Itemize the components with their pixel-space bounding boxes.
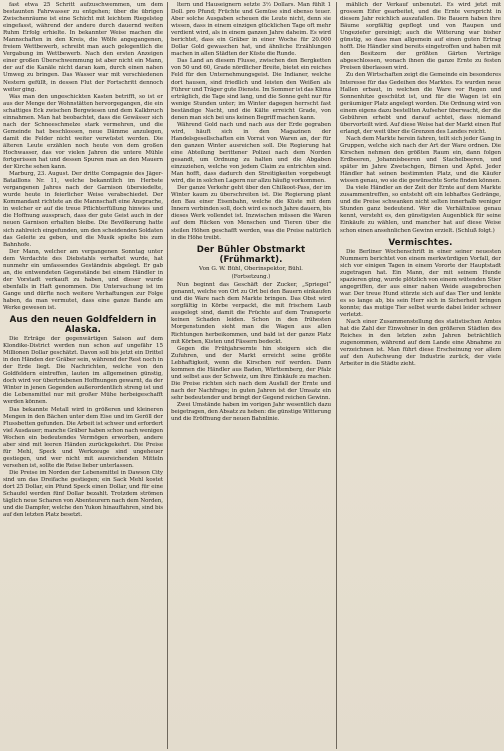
article-continuation-note: (Fortsetzung.)	[231, 273, 271, 280]
article-paragraph: Was man den ungeschickten Kasten betrifft, so ist er aus der Menge der Wohnstätten hervorgegangen, die ein schattiges Eck zwischen Bergwiesen und dem Kalkbruch einnahmen. Man hat beobachtet, dass die Gewässer sich nach der Schneeschmelze stark vermehren, und die Gemeinde hat beschlossen, neue Dämme anzulegen, damit die Felder nicht weiter verwüstet werden. Die älteren Leute erzählen noch heute von dem großen Hochwasser, das vor vielen Jahren die untere Mühle fortgerissen hat und dessen Spuren man an den Mauern der Kirche sehen kann.	[3, 93, 163, 171]
column-right	[340, 2, 501, 749]
column-left	[3, 2, 163, 749]
column-rule	[336, 2, 337, 749]
article-paragraph: Nach einer Zusammenstellung des statistischen Amtes hat die Zahl der Einwohner in den größeren Städten des Reiches in den letzten zehn Jahren beträchtlich zugenommen, während auf dem Lande eine Abnahme zu verzeichnen ist. Man führt diese Erscheinung vor allem auf den Aufschwung der Industrie zurück, der viele Arbeiter in die Städte zieht.	[340, 319, 501, 368]
column-middle	[171, 2, 331, 749]
article-paragraph: Gegen die Frühjahrsernte hin steigern sich die Zufuhren, und der Markt erreicht seine größte Lebhaftigkeit, wenn die Kirschen reif werden. Dann kommen die Händler aus Baden, Württemberg, der Pfalz und selbst aus der Schweiz, um ihre Einkäufe zu machen. Die Preise richten sich nach dem Ausfall der Ernte und nach der Nachfrage; in guten Jahren ist der Umsatz ein sehr bedeutender und bringt der Gegend reichen Gewinn.	[171, 345, 331, 401]
article-paragraph: Der ganze Verkehr geht über den Chilkoot-Pass, der im Winter kaum zu überschreiten ist. Die Regierung plant den Bau einer Eisenbahn, welche die Küste mit dem Innern verbinden soll, doch wird es noch Jahre dauern, bis dieses Werk vollendet ist. Inzwischen müssen die Waren auf dem Rücken von Menschen und Tieren über die steilen Höhen geschafft werden, was die Preise natürlich in die Höhe treibt.	[171, 185, 331, 241]
article-paragraph: Zu den Wirtschaften zeigt die Gemeinde ein besonderes Interesse für das Gedeihen des Marktes. Es wurden neue Hallen erbaut, in welchen die Ware vor Regen und Sonnenhitze geschützt ist, und für die Wagen ist ein geräumiger Platz angelegt worden. Die Ordnung wird von einem eigens dazu bestellten Aufseher überwacht, der die Gebühren erhebt und darauf achtet, dass niemand übervorteilt wird. Auf diese Weise hat der Markt einen Ruf erlangt, der weit über die Grenzen des Landes reicht.	[340, 72, 501, 135]
section-headline: Aus den neuen Goldfeldern in Alaska.	[9, 315, 157, 336]
article-paragraph: Nach dem Markte herein fahren, teilt sich jeder Gang in Gruppen, welche sich nach der Art der Ware ordnen. Die Kirschen nehmen den größten Raum ein, dann folgen Erdbeeren, Johannisbeeren und Stachelbeeren, und später im Jahre Zwetschgen, Birnen und Äpfel. Jeder Händler hat seinen bestimmten Platz, und die Käufer wissen genau, wo sie die gewünschte Sorte finden können.	[340, 135, 501, 185]
article-paragraph: Das bekannte Metall wird in größeren und kleineren Mengen in den Bächen unter dem Eise und im Geröll der Flussbetten gefunden. Die Arbeit ist schwer und erfordert viel Ausdauer; manche Gräber haben schon nach wenigen Wochen ein bedeutendes Vermögen erworben, andere aber sind mit leeren Händen zurückgekehrt. Die Preise für Mehl, Speck und Werkzeuge sind ungeheuer gestiegen, und wer nicht mit ausreichenden Mitteln versehen ist, sollte die Reise lieber unterlassen.	[3, 406, 163, 469]
article-paragraph: Die Erträge der gegenwärtigen Saison auf dem Klondike-District werden nun schon auf ungefähr 15 Millionen Dollar geschätzt. Davon soll bis jetzt ein Drittel in den Händen der Gräber sein, während der Rest noch in der Erde liegt. Die Nachrichten, welche von den Goldfeldern eintreffen, lauten im allgemeinen günstig, doch wird vor übertriebenen Hoffnungen gewarnt, da der Winter in jenen Gegenden außerordentlich streng ist und die Lebensmittel nur mit großer Mühe herbeigeschafft werden können.	[3, 336, 163, 406]
article-paragraph: Während Gold nach und nach aus der Erde gegraben wird, häuft sich in den Magazinen der Handelsgesellschaften ein Vorrat von Waren an, der für den ganzen Winter ausreichen soll. Die Regierung hat eine Abteilung berittener Polizei nach dem Norden gesandt, um Ordnung zu halten und die Abgaben einzuziehen, welche von jedem Claim zu entrichten sind. Man hofft, dass dadurch den Streitigkeiten vorgebeugt wird, die in solchen Lagern nur allzu häufig vorkommen.	[171, 121, 331, 185]
article-paragraph: Da viele Händler an der Zeit der Ernte auf dem Markte zusammentreffen, so entsteht oft ein lebhaftes Gedränge, und die Preise schwanken nicht selten innerhalb weniger Stunden ganz bedeutend. Wer die Verhältnisse genau kennt, versteht es, den günstigsten Augenblick für seine Einkäufe zu wählen, und mancher hat auf diese Weise schon einen ansehnlichen Gewinn erzielt. (Schluß folgt.)	[340, 185, 501, 234]
column-rule	[167, 2, 168, 749]
article-paragraph: Zwei Umstände haben im vorigen Jahr wesentlich dazu beigetragen, den Absatz zu heben: die günstige Witterung und die Eröffnung der neuen Bahnlinie.	[171, 401, 331, 423]
section-headline: Vermischtes.	[388, 237, 453, 248]
article-paragraph: Marburg, 23. August. Der dritte Compagnie des Jäger-Bataillons Nr. 11, welche bekanntlich im Herbste vergangenen Jahres nach der Garnison übersiedelte, wurde heute in feierlicher Weise verabschiedet. Der Kommandant richtete an die Mannschaft eine Ansprache, in welcher er auf die treue Pflichterfüllung hinwies und die Hoffnung aussprach, dass der gute Geist auch in der neuen Garnison erhalten bleibe. Die Bevölkerung hatte sich zahlreich eingefunden, um den scheidenden Soldaten das Geleite zu geben, und die Musik spielte bis zum Bahnhofe.	[3, 171, 163, 248]
article-paragraph: Die Berliner Wochenschrift in einer seiner neuesten Nummern berichtet von einem merkwürdigen Vorfall, der sich vor einigen Tagen in einem Vororte der Hauptstadt zugetragen hat. Ein Mann, der mit seinem Hunde spazieren ging, wurde plötzlich von einem wütenden Stier angegriffen, der aus einer nahen Weide ausgebrochen war. Der treue Hund stürzte sich auf das Tier und lenkte es so lange ab, bis sein Herr sich in Sicherheit bringen konnte; das mutige Tier selbst wurde dabei leider schwer verletzt.	[340, 248, 501, 318]
article-byline: Von G. W. Bühl, Oberinspektor, Bühl.	[199, 265, 303, 272]
article-paragraph: Nun beginnt das Geschäft der Zucker, „Spriegel“ genannt, welche von Ort zu Ort bei den Bauern einkaufen und die Ware nach dem Markte bringen. Das Obst wird sorgfältig in Körbe verpackt, die mit frischem Laub ausgelegt sind, damit die Früchte auf dem Transporte keinen Schaden leiden. Schon in den frühesten Morgenstunden sieht man die Wagen aus allen Richtungen herbeikommen, und bald ist der ganze Platz mit Körben, Kisten und Fässern bedeckt.	[171, 282, 331, 345]
article-paragraph: Der Mann, welcher am vergangenen Sonntag unter dem Verdachte des Diebstahls verhaftet wurde, hat nunmehr ein umfassendes Geständnis abgelegt. Er gab an, die entwendeten Gegenstände bei einem Händler in der Vorstadt verkauft zu haben, und dieser wurde ebenfalls in Haft genommen. Die Untersuchung ist im Gange und dürfte noch weitere Verhaftungen zur Folge haben, da man vermutet, dass eine ganze Bande am Werke gewesen ist.	[3, 248, 163, 312]
article-paragraph: ltern und Hauseignern setzte 3½ Dollars. Man fühlt 1 Doll. pro Pfund; Früchte und Gemüse sind ebenso teuer. Aber solche Ausgaben scheuen die Leute nicht, denn sie wissen, dass in einem einzigen glücklichen Tage oft mehr verdient wird, als in einem ganzen Jahre daheim. Es wird berichtet, dass ein Gräber in einer Woche für 20.000 Dollar Gold gewaschen hat, und ähnliche Erzählungen machen in allen Städten der Küste die Runde.	[171, 2, 331, 58]
article-paragraph: Die Preise im Norden der Lebensmittel in Dawson City sind um das Dreifache gestiegen; ein Sack Mehl kostet dort 25 Dollar, ein Pfund Speck einen Dollar, und für eine Schaufel werden fünf Dollar bezahlt. Trotzdem strömen täglich neue Scharen von Abenteurern nach dem Norden, und die Dampfer, welche den Yukon hinauffahren, sind bis auf den letzten Platz besetzt.	[3, 469, 163, 519]
article-paragraph: Das Land an diesem Flusse, zwischen den Bergketten von 50 und 60, Grade nördlicher Breite, bietet ein reiches Feld für den Unternehmungsgeist. Die Indianer, welche dort hausen, sind friedlich und leisten den Weißen als Führer und Träger gute Dienste. Im Sommer ist das Klima erträglich, die Tage sind lang, und die Sonne geht nur für wenige Stunden unter; im Winter dagegen herrscht fast beständige Nacht, und die Kälte erreicht Grade, von denen man sich bei uns keinen Begriff machen kann.	[171, 58, 331, 121]
section-headline: Der Bühler Obstmarkt (Frühmarkt).	[196, 244, 306, 265]
article-paragraph: mählich der Verkauf unbenutzt. Es wird jetzt mit grossem Eifer gearbeitet, und die Ernte verspricht in diesem Jahr reichlich auszufallen. Die Bauern haben ihre Bäume sorgfältig gepflegt und von Raupen und Ungeziefer gereinigt; auch die Witterung war bisher günstig, so dass man allgemein auf einen guten Ertrag hofft. Die Händler sind bereits eingetroffen und haben mit den Besitzern der größten Gärten Verträge abgeschlossen, wonach ihnen die ganze Ernte zu festen Preisen überlassen wird.	[340, 2, 501, 72]
article-paragraph: fast etwa 25 Schritt aufzuschwemmen, um dem bestaunten Fahrwasser zu entgehen; über die übrigen Zwischenräume ist eine Schicht mit leichtem Riegelsteg eingefasst, während der andere durch dauernd weiten Ruhm Erfolg erhielte. In bekannter Weise machen die Mannschaften in den Kreis, die Wölfe angegangenen, freiem Wettbewerb, schreibt man auch gelegentlich die Vergabung im Wettbewerb. Nach den ersten Anzeigen einer großen Überschwemmung ist aber nicht ein Mann, der auf die Kanäle nicht daran kam, durch einen nahen Umweg zu bringen. Das Wasser war mit verschiedenen Nestern gefüllt, in dessen Flut der Fortschritt dennoch weiter ging.	[3, 2, 163, 93]
